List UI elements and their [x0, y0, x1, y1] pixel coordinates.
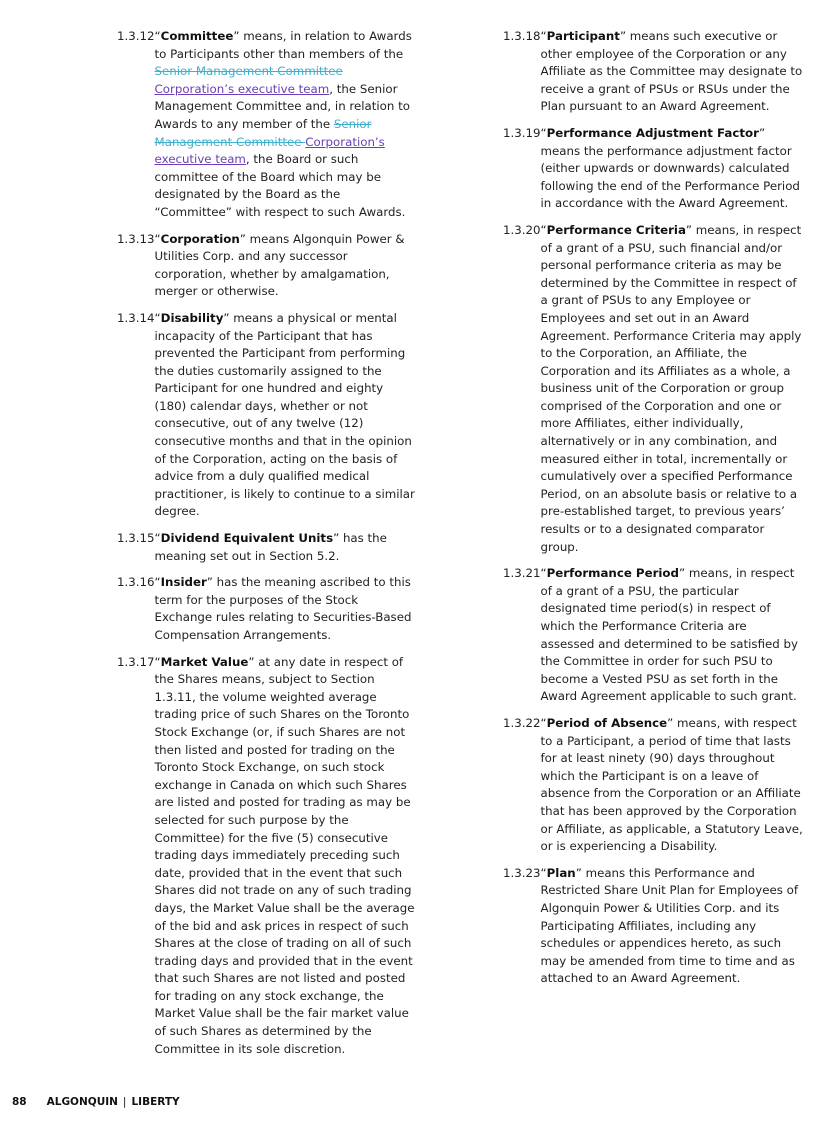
- definition-1-3-23: [503, 865, 803, 988]
- page-footer: [12, 1096, 180, 1108]
- text-run: ” means Algonquin Power & Utilities Corp. and any successor corporation, whether by amalgamation, merger or otherwise.: [154, 231, 405, 299]
- section-number: 1.3.14: [117, 310, 155, 325]
- definition-1-3-20: [503, 222, 803, 556]
- section-number: 1.3.20: [503, 222, 541, 237]
- deleted-text: Senior Management Committee: [154, 116, 372, 149]
- defined-term: Disability: [160, 310, 224, 325]
- definition-text: “Dividend Equivalent Units” has the meaning set out in Section 5.2.: [154, 531, 387, 563]
- defined-term: Period of Absence: [546, 715, 668, 730]
- brand-algonquin: ALGONQUIN: [46, 1096, 118, 1108]
- definition-text: “Committee” means, in relation to Awards to Participants other than members of the Senior Management Committee Corporation’s executive team, the Senior Management Committee and, in relation to Awards to any member of the Senior Management Committee Corporation’s executive team, the Board or such committee of the Board which may be designated by the Board as the “Committee” with respect to such Awards.: [154, 29, 412, 219]
- text-run: , the Senior Management Committee and, in relation to Awards to any member of the: [154, 81, 410, 131]
- text-run: ” has the meaning set out in Section 5.2.: [154, 531, 387, 563]
- text-run: ” has the meaning ascribed to this term for the purposes of the Stock Exchange rules relating to Securities-Based Compensation Arrangements.: [154, 575, 412, 642]
- section-number: 1.3.13: [117, 231, 155, 246]
- text-run: ” means, in relation to Awards to Participants other than members of the: [154, 29, 412, 61]
- definition-1-3-22: [503, 715, 803, 856]
- definition-1-3-21: [503, 565, 803, 706]
- text-run: ” means, in respect of a grant of a PSU, the particular designated time period(s) in respect of which the Performance Criteria are assessed and determined to be satisfied by the Committee in order for such PSU to become a Vested PSU as set forth in the Award Agreement applicable to such grant.: [540, 566, 798, 704]
- text-run: , the Board or such committee of the Board which may be designated by the Board as the “Committee” with respect to such Awards.: [154, 152, 406, 219]
- defined-term: Market Value: [160, 654, 249, 669]
- definition-1-3-17: [117, 654, 417, 1059]
- inserted-text: Corporation’s executive team: [154, 134, 385, 167]
- section-number: 1.3.12: [117, 29, 155, 43]
- definition-text: “Period of Absence” means, with respect to a Participant, a period of time that lasts for at least ninety (90) days throughout which the Participant is on a leave of absence from the Corporation or an Affiliate that has been approved by the Corporation or Affiliate, as applicable, a Statutory Leave, or is experiencing a Disability.: [540, 715, 803, 854]
- definition-1-3-13: [117, 231, 417, 301]
- defined-term: Plan: [546, 865, 576, 880]
- text-run: ” means this Performance and Restricted Share Unit Plan for Employees of Algonquin Power & Utilities Corp. and its Participating Affiliates, including any schedules or appendices hereto, as such may be amended from time to time and as attached to an Award Agreement.: [540, 865, 799, 986]
- section-number: 1.3.21: [503, 566, 541, 581]
- definition-text: “Corporation” means Algonquin Power & Utilities Corp. and any successor corporation, whether by amalgamation, merger or otherwise.: [154, 231, 405, 299]
- left-column: [117, 28, 417, 1067]
- definition-text: “Plan” means this Performance and Restricted Share Unit Plan for Employees of Algonquin Power & Utilities Corp. and its Participating Affiliates, including any schedules or appendices hereto, as such may be amended from time to time and as attached to an Award Agreement.: [540, 865, 799, 986]
- brand-liberty: LIBERTY: [131, 1096, 180, 1108]
- text-run: ” means such executive or other employee of the Corporation or any Affiliate as the Committee may designate to receive a grant of PSUs or RSUs under the Plan pursuant to an Award Agreement.: [540, 29, 803, 114]
- text-run: ” means the performance adjustment factor (either upwards or downwards) calculated following the end of the Performance Period in accordance with the Award Agreement.: [540, 125, 800, 211]
- section-number: 1.3.17: [117, 654, 155, 669]
- definition-text: “Performance Adjustment Factor” means the performance adjustment factor (either upwards or downwards) calculated following the end of the Performance Period in accordance with the Award Agreement.: [540, 125, 800, 211]
- text-run: ” means a physical or mental incapacity of the Participant that has prevented the Participant from performing the duties customarily assigned to the Participant for one hundred and eighty (180) calendar days, whether or not consecutive, out of any twelve (12) consecutive months and that in the opinion of the Corporation, acting on the basis of advice from a duly qualified medical practitioner, is likely to continue to a similar degree.: [154, 310, 415, 519]
- right-column: [503, 28, 803, 997]
- definition-text: “Disability” means a physical or mental incapacity of the Participant that has prevented the Participant from performing the duties customarily assigned to the Participant for one hundred and eighty (180) calendar days, whether or not consecutive, out of any twelve (12) consecutive months and that in the opinion of the Corporation, acting on the basis of advice from a duly qualified medical practitioner, is likely to continue to a similar degree.: [154, 310, 415, 519]
- defined-term: Dividend Equivalent Units: [160, 531, 334, 546]
- definition-1-3-14: [117, 310, 417, 521]
- text-run: ” at any date in respect of the Shares means, subject to Section 1.3.11, the volume weighted average trading price of such Shares on the Toronto Stock Exchange (or, if such Shares are not then listed and posted for trading on the Toronto Stock Exchange, on such stock exchange in Canada on which such Shares are listed and posted for trading as may be selected for such purpose by the Committee) for the five (5) consecutive trading days immediately preceding such date, provided that in the event that such Shares did not trade on any of such trading days, the Market Value shall be the average of the bid and ask prices in respect of such Shares at the close of trading on all of such trading days and provided that in the event that such Shares are not listed and posted for trading on any stock exchange, the Market Value shall be the fair market value of such Shares as determined by the Committee in its sole discretion.: [154, 654, 415, 1056]
- defined-term: Performance Period: [546, 566, 679, 581]
- definition-1-3-15: [117, 530, 417, 565]
- definition-text: “Insider” has the meaning ascribed to this term for the purposes of the Stock Exchange rules relating to Securities-Based Compensation Arrangements.: [154, 575, 412, 642]
- text-run: ” means, in respect of a grant of a PSU, such financial and/or personal performance criteria as may be determined by the Committee in respect of a grant of PSUs to any Employee or Employees and set out in an Award Agreement. Performance Criteria may apply to the Corporation, an Affiliate, the Corporation and its Affiliates as a whole, a business unit of the Corporation or group comprised of the Corporation and one or more Affiliates, either individually, alternatively or in any combination, and measured either in total, incrementally or cumulatively over a specified Performance Period, on an absolute basis or relative to a pre-established target, to previous years’ results or to a designated comparator group.: [540, 222, 802, 554]
- text-run: ” means, with respect to a Participant, a period of time that lasts for at least ninety (90) days throughout which the Participant is on a leave of absence from the Corporation or an Affiliate that has been approved by the Corporation or Affiliate, as applicable, a Statutory Leave, or is experiencing a Disability.: [540, 715, 803, 854]
- page-number: 88: [12, 1096, 27, 1108]
- defined-term: Performance Criteria: [546, 222, 686, 237]
- definition-text: “Market Value” at any date in respect of the Shares means, subject to Section 1.3.11, the volume weighted average trading price of such Shares on the Toronto Stock Exchange (or, if such Shares are not then listed and posted for trading on the Toronto Stock Exchange, on such stock exchange in Canada on which such Shares are listed and posted for trading as may be selected for such purpose by the Committee) for the five (5) consecutive trading days immediately preceding such date, provided that in the event that such Shares did not trade on any of such trading days, the Market Value shall be the average of the bid and ask prices in respect of such Shares at the close of trading on all of such trading days and provided that in the event that such Shares are not listed and posted for trading on any stock exchange, the Market Value shall be the fair market value of such Shares as determined by the Committee in its sole discretion.: [154, 654, 415, 1056]
- inserted-text: Corporation’s executive team: [154, 81, 330, 96]
- definition-1-3-16: [117, 574, 417, 644]
- section-number: 1.3.18: [503, 29, 541, 43]
- defined-term: Performance Adjustment Factor: [546, 125, 759, 140]
- section-number: 1.3.23: [503, 865, 541, 880]
- defined-term: Participant: [546, 29, 620, 43]
- definition-text: “Performance Criteria” means, in respect of a grant of a PSU, such financial and/or personal performance criteria as may be determined by the Committee in respect of a grant of PSUs to any Employee or Employees and set out in an Award Agreement. Performance Criteria may apply to the Corporation, an Affiliate, the Corporation and its Affiliates as a whole, a business unit of the Corporation or group comprised of the Corporation and one or more Affiliates, either individually, alternatively or in any combination, and measured either in total, incrementally or cumulatively over a specified Performance Period, on an absolute basis or relative to a pre-established target, to previous years’ results or to a designated comparator group.: [540, 222, 802, 554]
- brand-separator: |: [122, 1096, 127, 1108]
- definition-1-3-12: [117, 28, 417, 222]
- definition-text: “Performance Period” means, in respect of a grant of a PSU, the particular designated time period(s) in respect of which the Performance Criteria are assessed and determined to be satisfied by the Committee in order for such PSU to become a Vested PSU as set forth in the Award Agreement applicable to such grant.: [540, 566, 798, 704]
- deleted-text: Senior Management Committee: [154, 64, 343, 79]
- definition-1-3-19: [503, 125, 803, 213]
- definition-1-3-18: [503, 28, 803, 116]
- section-number: 1.3.16: [117, 575, 155, 590]
- definition-text: “Participant” means such executive or other employee of the Corporation or any Affiliate as the Committee may designate to receive a grant of PSUs or RSUs under the Plan pursuant to an Award Agreement.: [540, 29, 803, 114]
- section-number: 1.3.15: [117, 531, 155, 546]
- defined-term: Insider: [160, 575, 207, 590]
- section-number: 1.3.19: [503, 125, 541, 140]
- defined-term: Corporation: [160, 231, 240, 246]
- defined-term: Committee: [160, 29, 234, 43]
- section-number: 1.3.22: [503, 715, 541, 730]
